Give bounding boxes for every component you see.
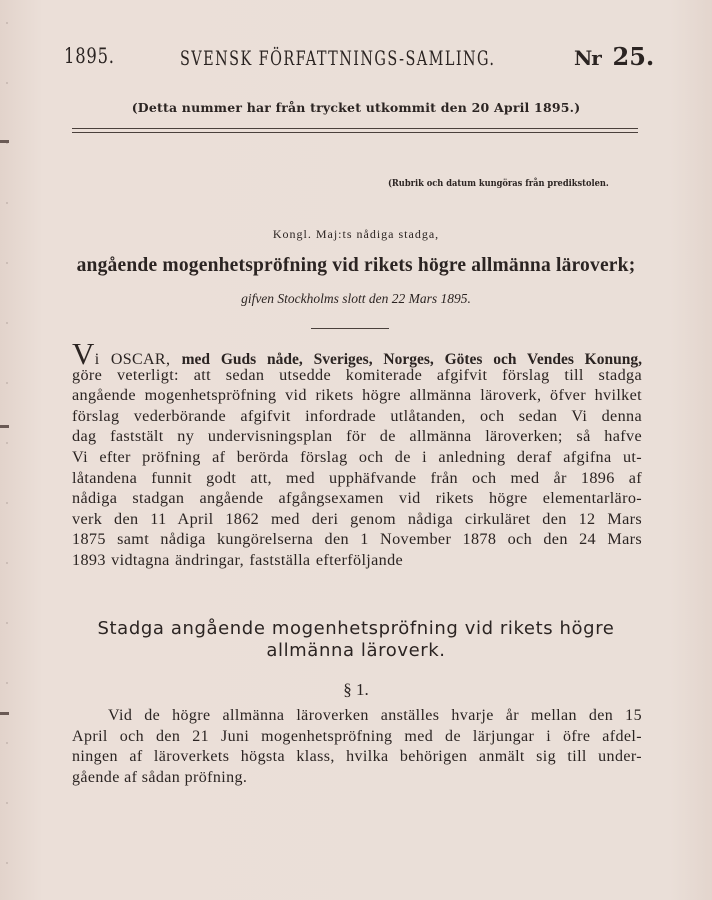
paragraph-line: April och den 21 Juni mogenhetspröfning med de lärjungar i öfre afdel- bbox=[72, 727, 642, 745]
intro-first-line bbox=[72, 336, 642, 371]
intro-paragraph bbox=[72, 336, 642, 571]
intro-line: nådiga stadgan angående afgångsexamen vid rikets högre elementarläro- bbox=[72, 489, 642, 508]
binding-mark bbox=[0, 712, 9, 715]
intro-line: låtandena funnit godt att, med upphäfvande från och med år 1896 af bbox=[72, 468, 642, 487]
issue-number-label: Nr bbox=[574, 46, 601, 70]
decree-authority bbox=[0, 225, 712, 243]
paragraph-line: Vid de högre allmänna läroverken anställes hvarje år mellan den 15 bbox=[108, 707, 642, 724]
intro-line: Vi efter pröfning af berörda förslag och de i anledning deraf afgifna ut- bbox=[72, 447, 642, 466]
section-title bbox=[80, 618, 632, 662]
intro-line: förslag vederbörande afgifvit infordrade utlåtanden, och sedan Vi denna bbox=[72, 406, 642, 425]
binding-mark bbox=[0, 140, 9, 143]
section-title-line: Stadga angående mogenhetspröfning vid rikets högre bbox=[97, 618, 615, 639]
intro-line: 1875 samt nådiga kungörelserna den 1 November 1878 och den 24 Mars bbox=[72, 530, 642, 549]
decree-subject: angående mogenhetspröfning vid rikets högre allmänna läroverk; bbox=[76, 255, 636, 276]
header-rule bbox=[72, 128, 638, 129]
paragraph-line: gående af sådan pröfning. bbox=[72, 768, 248, 786]
publication-title: SVENSK FÖRFATTNINGS-SAMLING. bbox=[180, 46, 496, 70]
issuer-name: i OSCAR, bbox=[94, 351, 171, 368]
decree-authority-text: Kongl. Maj:ts nådiga stadga, bbox=[272, 227, 440, 241]
rubric-note: (Rubrik och datum kungöras från predikstolen. bbox=[388, 179, 609, 189]
issuer-royal-title: med Guds nåde, Sveriges, Norges, Götes och Vendes Konung, bbox=[181, 351, 642, 368]
binding-mark bbox=[0, 425, 9, 428]
section-title-line: allmänna läroverk. bbox=[266, 640, 446, 661]
decree-given-date: gifven Stockholms slott den 22 Mars 1895. bbox=[241, 291, 471, 306]
paragraph-body bbox=[72, 706, 642, 788]
header-rule bbox=[72, 132, 638, 133]
issue-number bbox=[574, 42, 654, 71]
intro-line: angående mogenhetspröfning vid rikets högre allmänna läroverk, öfver hvilket bbox=[72, 386, 642, 405]
paragraph-line: ningen af läroverkets högsta klass, hvilka behörigen anmält sig till under- bbox=[72, 748, 642, 766]
binding-edge bbox=[6, 0, 8, 900]
intro-line: göre veterligt: att sedan utsedde komiterade afgifvit förslag till stadga bbox=[72, 365, 642, 384]
masthead bbox=[62, 40, 655, 80]
paragraph-number: § 1. bbox=[343, 680, 369, 699]
issue-number-value: 25. bbox=[612, 42, 655, 71]
issue-year: 1895. bbox=[64, 44, 115, 68]
divider bbox=[311, 328, 389, 329]
drop-cap: V bbox=[72, 336, 95, 371]
intro-line: dag faststält ny undervisningsplan för de allmänna läroverken; så hafve bbox=[72, 427, 642, 446]
intro-line: 1893 vidtagna ändringar, fastställa efterföljande bbox=[72, 550, 404, 569]
publication-date-note: (Detta nummer har från trycket utkommit den 20 April 1895.) bbox=[131, 100, 581, 115]
intro-line: verk den 11 April 1862 med deri genom nådiga cirkuläret den 12 Mars bbox=[72, 509, 642, 528]
